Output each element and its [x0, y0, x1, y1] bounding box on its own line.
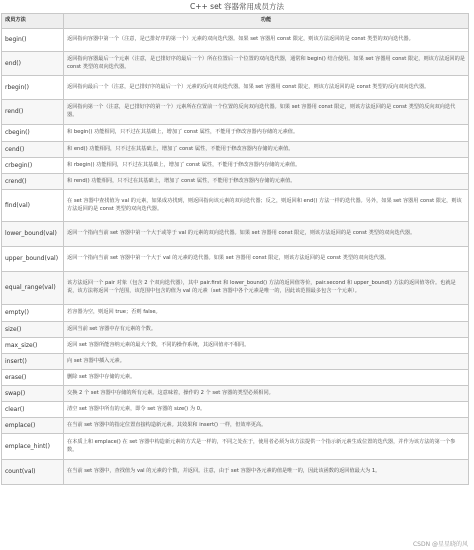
method-name: emplace() — [2, 418, 64, 434]
method-description: 和 rbegin() 功能相同，只不过在其基础上，增加了 const 属性，不能用于修改容器内存储的元素值。 — [64, 158, 469, 174]
method-description: 向 set 容器中插入元素。 — [64, 354, 469, 370]
method-description: 返回 set 容器所能容纳元素的最大个数，不同的操作系统，其返回值亦不相同。 — [64, 338, 469, 354]
method-description: 在本质上和 emplace() 在 set 容器中构造新元素的方式是一样的，不同之处在于，使用者必须为该方法提供一个指示新元素生成位置的迭代器，并作为该方法的第一个参数。 — [64, 434, 469, 460]
method-name: begin() — [2, 29, 64, 52]
method-name: max_size() — [2, 338, 64, 354]
method-description: 返回当前 set 容器中存有元素的个数。 — [64, 322, 469, 338]
table-row — [2, 434, 469, 460]
method-description: 和 begin() 功能相同，只不过在其基础上，增加了 const 属性，不能用于修改容器内存储的元素值。 — [64, 125, 469, 142]
table-row — [2, 338, 469, 354]
table-header-row — [2, 14, 469, 29]
method-name: insert() — [2, 354, 64, 370]
method-name: equal_range(val) — [2, 272, 64, 305]
method-name: end() — [2, 52, 64, 76]
method-name: erase() — [2, 370, 64, 386]
table-row — [2, 247, 469, 272]
method-description: 返回一个指向当前 set 容器中第一个大于 val 的元素的迭代器。如果 set 容器用 const 限定，则该方法返回的是 const 类型的双向迭代器。 — [64, 247, 469, 272]
method-name: rend() — [2, 100, 64, 125]
table-row — [2, 386, 469, 402]
method-name: cend() — [2, 142, 64, 158]
table-caption: C++ set 容器常用成员方法 — [189, 2, 285, 11]
method-description: 返回指向最后一个（注意，是已排好序的最后一个）元素的反向双向迭代器。如果 set 容器用 const 限定，则该方法返回的是 const 类型的反向双向迭代器。 — [64, 76, 469, 100]
method-description: 清空 set 容器中所有的元素，即令 set 容器的 size() 为 0。 — [64, 402, 469, 418]
table-row — [2, 322, 469, 338]
header-function: 功能 — [64, 14, 469, 29]
method-description: 若容器为空，则返回 true；否则 false。 — [64, 305, 469, 322]
method-name: count(val) — [2, 460, 64, 485]
table-row — [2, 190, 469, 222]
table-row — [2, 29, 469, 52]
table-row — [2, 142, 469, 158]
table-row — [2, 222, 469, 247]
table-row — [2, 354, 469, 370]
method-description: 该方法返回一个 pair 对象（包含 2 个双向迭代器），其中 pair.first 和 lower_bound() 方法的返回值等价，pair.second 和 upper_bound() 方法的返回值等价。也就是说，该方法将返回一个范围，该范围中包含的值为 val 的元素（set 容器中各个元素是唯一的，因此该范围最多包含一个元素）。 — [64, 272, 469, 305]
method-name: crend() — [2, 174, 64, 190]
method-description: 返回指向第一个（注意，是已排好序的第一个）元素所在位置前一个位置的反向双向迭代器。如果 set 容器用 const 限定，则该方法返回的是 const 类型的反向双向迭代器。 — [64, 100, 469, 125]
table-row — [2, 305, 469, 322]
table-row — [2, 402, 469, 418]
table-row — [2, 52, 469, 76]
method-description: 在当前 set 容器中的指定位置直接构造新元素。其效果和 insert() 一样，但效率更高。 — [64, 418, 469, 434]
table-row — [2, 272, 469, 305]
method-name: swap() — [2, 386, 64, 402]
method-name: rbegin() — [2, 76, 64, 100]
method-description: 在 set 容器中查找值为 val 的元素，如果成功找到，则返回指向该元素的双向迭代器；反之，则返回和 end() 方法一样的迭代器。另外，如果 set 容器用 const 限定，则该方法返回的是 const 类型的双向迭代器。 — [64, 190, 469, 222]
method-name: upper_bound(val) — [2, 247, 64, 272]
method-description: 和 end() 功能相同，只不过在其基础上，增加了 const 属性，不能用于修改容器内存储的元素值。 — [64, 142, 469, 158]
method-name: emplace_hint() — [2, 434, 64, 460]
method-description: 返回指向容器中第一个（注意，是已排好序的第一个）元素的双向迭代器。如果 set 容器用 const 限定，则该方法返回的是 const 类型的双向迭代器。 — [64, 29, 469, 52]
method-name: lower_bound(val) — [2, 222, 64, 247]
member-methods-table — [1, 13, 469, 485]
table-row — [2, 370, 469, 386]
method-description: 返回指向容器最后一个元素（注意，是已排好序的最后一个）所在位置后一个位置的双向迭代器，通常和 begin() 结合使用。如果 set 容器用 const 限定，则该方法返回的是 const 类型的双向迭代器。 — [64, 52, 469, 76]
table-row — [2, 158, 469, 174]
method-description: 返回一个指向当前 set 容器中第一个大于或等于 val 的元素的双向迭代器。如果 set 容器用 const 限定，则该方法返回的是 const 类型的双向迭代器。 — [64, 222, 469, 247]
method-description: 和 rend() 功能相同，只不过在其基础上，增加了 const 属性，不能用于修改容器内存储的元素值。 — [64, 174, 469, 190]
table-row — [2, 174, 469, 190]
table-row — [2, 100, 469, 125]
header-method-name: 成员方法 — [2, 14, 64, 29]
method-name: cbegin() — [2, 125, 64, 142]
table-row — [2, 125, 469, 142]
method-name: size() — [2, 322, 64, 338]
table-row — [2, 76, 469, 100]
method-name: crbegin() — [2, 158, 64, 174]
method-description: 删除 set 容器中存储的元素。 — [64, 370, 469, 386]
method-name: find(val) — [2, 190, 64, 222]
table-row — [2, 418, 469, 434]
watermark: CSDN @星星晓的风 — [412, 541, 468, 548]
method-name: empty() — [2, 305, 64, 322]
method-description: 交换 2 个 set 容器中存储的所有元素。这意味着，操作的 2 个 set 容器的类型必须相同。 — [64, 386, 469, 402]
table-row — [2, 460, 469, 485]
method-description: 在当前 set 容器中，查找值为 val 的元素的个数，并返回。注意，由于 set 容器中各元素的值是唯一的，因此该函数的返回值最大为 1。 — [64, 460, 469, 485]
method-name: clear() — [2, 402, 64, 418]
